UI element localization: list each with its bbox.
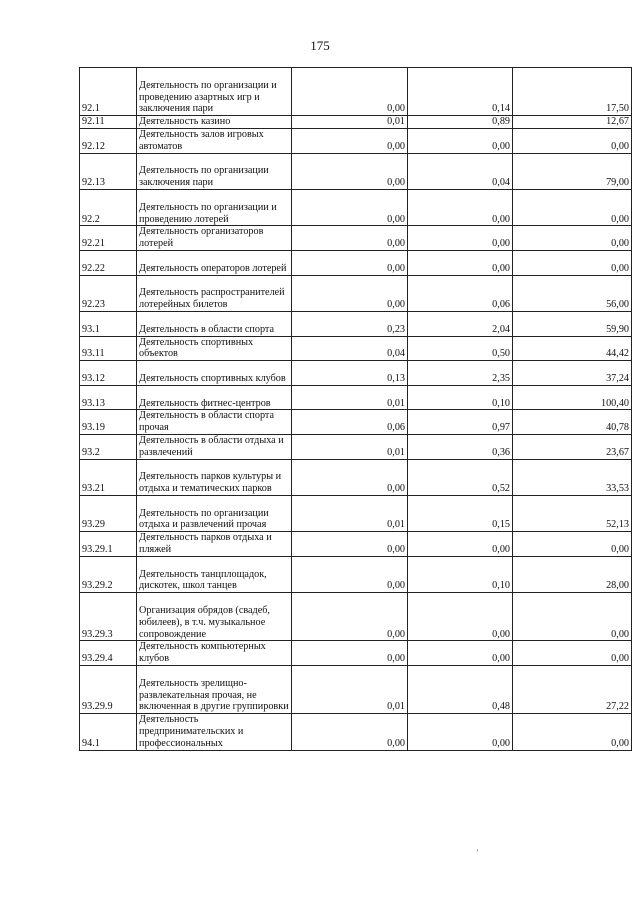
value-cell-3: 23,67 bbox=[513, 434, 632, 459]
value-cell-2: 0,14 bbox=[408, 68, 513, 116]
code-cell: 92.12 bbox=[80, 128, 137, 153]
code-cell: 93.29.1 bbox=[80, 532, 137, 557]
table-row bbox=[80, 593, 632, 641]
name-cell: Деятельность по организации заключения пари bbox=[137, 153, 292, 189]
value-cell-3: 40,78 bbox=[513, 410, 632, 435]
table-row bbox=[80, 385, 632, 410]
value-cell-1: 0,00 bbox=[292, 68, 408, 116]
value-cell-3: 17,50 bbox=[513, 68, 632, 116]
value-cell-3: 33,53 bbox=[513, 459, 632, 495]
code-cell: 93.13 bbox=[80, 385, 137, 410]
value-cell-1: 0,00 bbox=[292, 275, 408, 311]
value-cell-1: 0,00 bbox=[292, 532, 408, 557]
value-cell-3: 100,40 bbox=[513, 385, 632, 410]
value-cell-1: 0,01 bbox=[292, 385, 408, 410]
value-cell-1: 0,01 bbox=[292, 666, 408, 714]
table-row bbox=[80, 128, 632, 153]
value-cell-2: 0,00 bbox=[408, 714, 513, 750]
table-row bbox=[80, 189, 632, 225]
value-cell-3: 0,00 bbox=[513, 641, 632, 666]
value-cell-1: 0,00 bbox=[292, 459, 408, 495]
name-cell: Деятельность по организации и проведению азартных игр и заключения пари bbox=[137, 68, 292, 116]
code-cell: 93.29.3 bbox=[80, 593, 137, 641]
name-cell: Деятельность залов игровых автоматов bbox=[137, 128, 292, 153]
table-row bbox=[80, 116, 632, 129]
table-row bbox=[80, 68, 632, 116]
value-cell-2: 0,00 bbox=[408, 128, 513, 153]
code-cell: 92.23 bbox=[80, 275, 137, 311]
value-cell-1: 0,00 bbox=[292, 556, 408, 592]
value-cell-1: 0,00 bbox=[292, 226, 408, 251]
value-cell-3: 0,00 bbox=[513, 189, 632, 225]
value-cell-2: 0,36 bbox=[408, 434, 513, 459]
value-cell-2: 0,00 bbox=[408, 593, 513, 641]
code-cell: 94.1 bbox=[80, 714, 137, 750]
table-row bbox=[80, 495, 632, 531]
table-row bbox=[80, 153, 632, 189]
value-cell-1: 0,06 bbox=[292, 410, 408, 435]
table-row bbox=[80, 434, 632, 459]
value-cell-3: 59,90 bbox=[513, 311, 632, 336]
name-cell: Деятельность спортивных объектов bbox=[137, 336, 292, 361]
table-row bbox=[80, 336, 632, 361]
value-cell-2: 0,00 bbox=[408, 226, 513, 251]
code-cell: 93.12 bbox=[80, 361, 137, 386]
name-cell: Деятельность в области спорта прочая bbox=[137, 410, 292, 435]
value-cell-1: 0,00 bbox=[292, 714, 408, 750]
name-cell: Деятельность парков отдыха и пляжей bbox=[137, 532, 292, 557]
code-cell: 93.2 bbox=[80, 434, 137, 459]
value-cell-1: 0,04 bbox=[292, 336, 408, 361]
table-row bbox=[80, 714, 632, 750]
value-cell-2: 0,00 bbox=[408, 250, 513, 275]
value-cell-2: 0,00 bbox=[408, 532, 513, 557]
value-cell-3: 52,13 bbox=[513, 495, 632, 531]
value-cell-3: 0,00 bbox=[513, 532, 632, 557]
value-cell-3: 27,22 bbox=[513, 666, 632, 714]
value-cell-1: 0,00 bbox=[292, 593, 408, 641]
table-row bbox=[80, 410, 632, 435]
table-row bbox=[80, 311, 632, 336]
code-cell: 92.21 bbox=[80, 226, 137, 251]
name-cell: Деятельность компьютерных клубов bbox=[137, 641, 292, 666]
value-cell-2: 2,35 bbox=[408, 361, 513, 386]
code-cell: 93.19 bbox=[80, 410, 137, 435]
value-cell-1: 0,23 bbox=[292, 311, 408, 336]
value-cell-3: 37,24 bbox=[513, 361, 632, 386]
page-mark: ’ bbox=[476, 848, 479, 857]
value-cell-1: 0,00 bbox=[292, 250, 408, 275]
value-cell-3: 79,00 bbox=[513, 153, 632, 189]
code-cell: 92.13 bbox=[80, 153, 137, 189]
table-row bbox=[80, 641, 632, 666]
name-cell: Деятельность в области спорта bbox=[137, 311, 292, 336]
value-cell-2: 0,15 bbox=[408, 495, 513, 531]
value-cell-3: 56,00 bbox=[513, 275, 632, 311]
data-table bbox=[79, 67, 632, 751]
code-cell: 93.1 bbox=[80, 311, 137, 336]
value-cell-2: 0,06 bbox=[408, 275, 513, 311]
value-cell-3: 28,00 bbox=[513, 556, 632, 592]
value-cell-3: 0,00 bbox=[513, 128, 632, 153]
value-cell-2: 0,00 bbox=[408, 189, 513, 225]
code-cell: 92.2 bbox=[80, 189, 137, 225]
code-cell: 92.11 bbox=[80, 116, 137, 129]
value-cell-1: 0,00 bbox=[292, 641, 408, 666]
code-cell: 93.11 bbox=[80, 336, 137, 361]
name-cell: Деятельность в области отдыха и развлечений bbox=[137, 434, 292, 459]
name-cell: Деятельность предпринимательских и профессиональных bbox=[137, 714, 292, 750]
value-cell-2: 0,04 bbox=[408, 153, 513, 189]
name-cell: Деятельность операторов лотерей bbox=[137, 250, 292, 275]
name-cell: Деятельность по организации отдыха и развлечений прочая bbox=[137, 495, 292, 531]
code-cell: 93.29.4 bbox=[80, 641, 137, 666]
value-cell-2: 0,89 bbox=[408, 116, 513, 129]
name-cell: Деятельность зрелищно-развлекательная прочая, не включенная в другие группировки bbox=[137, 666, 292, 714]
table-row bbox=[80, 556, 632, 592]
table-row bbox=[80, 532, 632, 557]
code-cell: 92.1 bbox=[80, 68, 137, 116]
value-cell-2: 0,97 bbox=[408, 410, 513, 435]
value-cell-3: 0,00 bbox=[513, 593, 632, 641]
value-cell-3: 0,00 bbox=[513, 714, 632, 750]
table-row bbox=[80, 275, 632, 311]
value-cell-2: 0,52 bbox=[408, 459, 513, 495]
page-number: 175 bbox=[310, 38, 330, 53]
value-cell-2: 0,50 bbox=[408, 336, 513, 361]
name-cell: Деятельность по организации и проведению лотерей bbox=[137, 189, 292, 225]
value-cell-1: 0,01 bbox=[292, 495, 408, 531]
name-cell: Деятельность парков культуры и отдыха и тематических парков bbox=[137, 459, 292, 495]
name-cell: Организация обрядов (свадеб, юбилеев), в т.ч. музыкальное сопровождение bbox=[137, 593, 292, 641]
value-cell-2: 0,48 bbox=[408, 666, 513, 714]
table-row bbox=[80, 666, 632, 714]
name-cell: Деятельность фитнес-центров bbox=[137, 385, 292, 410]
code-cell: 93.29.9 bbox=[80, 666, 137, 714]
value-cell-1: 0,00 bbox=[292, 128, 408, 153]
code-cell: 92.22 bbox=[80, 250, 137, 275]
code-cell: 93.21 bbox=[80, 459, 137, 495]
value-cell-2: 0,10 bbox=[408, 556, 513, 592]
value-cell-1: 0,00 bbox=[292, 153, 408, 189]
value-cell-2: 0,10 bbox=[408, 385, 513, 410]
table-row bbox=[80, 459, 632, 495]
name-cell: Деятельность танцплощадок, дискотек, школ танцев bbox=[137, 556, 292, 592]
table-row bbox=[80, 226, 632, 251]
name-cell: Деятельность распространителей лотерейных билетов bbox=[137, 275, 292, 311]
value-cell-2: 0,00 bbox=[408, 641, 513, 666]
name-cell: Деятельность спортивных клубов bbox=[137, 361, 292, 386]
name-cell: Деятельность организаторов лотерей bbox=[137, 226, 292, 251]
value-cell-3: 0,00 bbox=[513, 250, 632, 275]
table-row bbox=[80, 250, 632, 275]
value-cell-3: 0,00 bbox=[513, 226, 632, 251]
value-cell-1: 0,01 bbox=[292, 434, 408, 459]
value-cell-3: 44,42 bbox=[513, 336, 632, 361]
name-cell: Деятельность казино bbox=[137, 116, 292, 129]
value-cell-2: 2,04 bbox=[408, 311, 513, 336]
value-cell-1: 0,00 bbox=[292, 189, 408, 225]
code-cell: 93.29 bbox=[80, 495, 137, 531]
code-cell: 93.29.2 bbox=[80, 556, 137, 592]
value-cell-1: 0,13 bbox=[292, 361, 408, 386]
value-cell-3: 12,67 bbox=[513, 116, 632, 129]
table-row bbox=[80, 361, 632, 386]
value-cell-1: 0,01 bbox=[292, 116, 408, 129]
